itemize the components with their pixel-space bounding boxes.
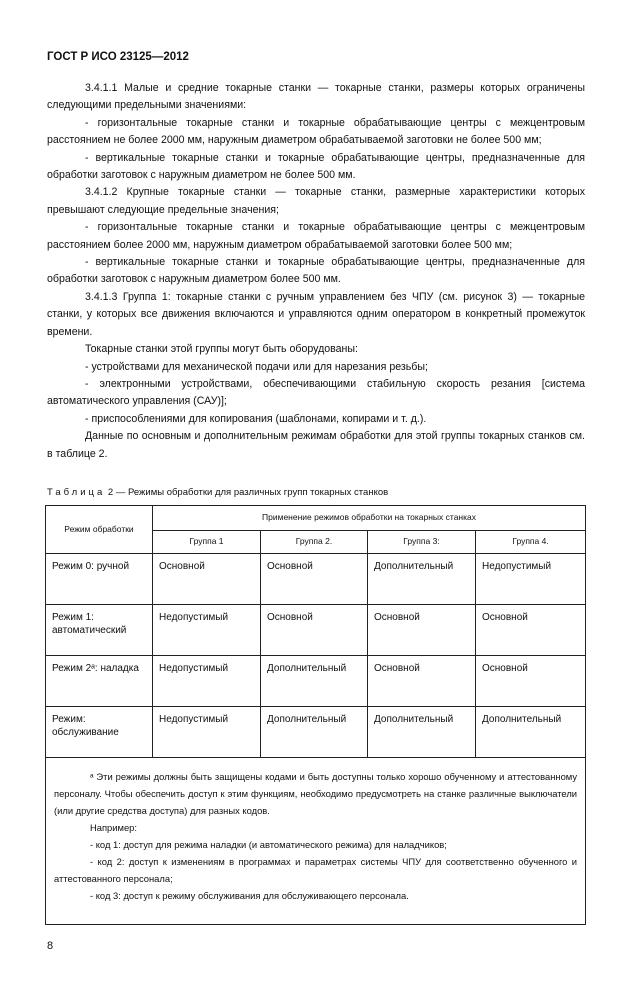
paragraph: - вертикальные токарные станки и токарные обрабатывающие центры, предназначенные для обработки заготовок с наружным диаметром не более 500 мм. [47,151,585,182]
cell: Основной [261,553,368,604]
document-header: ГОСТ Р ИСО 23125—2012 [47,51,189,63]
paragraph: - устройствами для механической подачи или для нарезания резьбы; [85,360,428,373]
cell: Дополнительный [368,553,476,604]
header-mode: Режим обработки [46,505,153,553]
cell: Дополнительный [261,655,368,706]
table-row [46,604,586,655]
body-text [47,80,585,463]
cell: Основной [368,604,476,655]
footnote-line: - код 2: доступ к изменениям в программах и параметрах системы ЧПУ для соответственно обученного и аттестованного персонала; [54,855,578,884]
paragraph: - приспособлениями для копирования (шаблонами, копирами и т. д.). [85,412,427,425]
paragraph: 3.4.1.2 Крупные токарные станки — токарные станки, размерные характеристики которых превышают следующие предельные значения; [47,186,585,216]
table-row [46,553,586,604]
mode-cell: Режим: обслуживание [46,706,153,757]
header-group-4: Группа 4. [476,530,586,553]
footnote-row [46,757,586,924]
paragraph: - вертикальные токарные станки и токарные обрабатывающие центры, предназначенные для обработки заготовок с наружным диаметром более 500 мм. [47,256,585,286]
cell: Недопустимый [153,604,261,655]
cell: Недопустимый [153,706,261,757]
paragraph: - горизонтальные токарные станки и токарные обрабатывающие центры с межцентровым расстоянием не более 2000 мм, наружным диаметром обрабатываемой заготовки не более 500 мм; [47,116,585,147]
table-caption-label: Таблица [47,486,106,498]
paragraph: - горизонтальные токарные станки и токарные обрабатывающие центры с межцентровым расстоянием более 2000 мм, наружным диаметром обрабатываемой заготовки более 500 мм; [47,221,585,251]
paragraph: Данные по основным и дополнительным режимам обработки для этой группы токарных станков см. в таблице 2. [47,430,585,460]
header-application: Применение режимов обработки на токарных станках [153,505,586,530]
cell: Дополнительный [261,706,368,757]
paragraph: 3.4.1.3 Группа 1: токарные станки с ручным управлением без ЧПУ (см. рисунок 3) — токарные станки, у которых все движения включаются и управляются одним оператором в конкретный промежуток времени. [47,290,585,338]
cell: Дополнительный [368,706,476,757]
cell: Основной [368,655,476,706]
table-caption [47,487,585,499]
cell: Основной [261,604,368,655]
footnote-line: - код 1: доступ для режима наладки (и автоматического режима) для наладчиков; [90,838,447,850]
header-group-3: Группа 3: [368,530,476,553]
table-caption-text: 2 — Режимы обработки для различных групп токарных станков [107,486,389,498]
footnote-line: Например: [90,821,137,833]
header-group-2: Группа 2. [261,530,368,553]
paragraph: Токарные станки этой группы могут быть оборудованы: [85,343,358,356]
mode-cell: Режим 0: ручной [46,553,153,604]
cell: Недопустимый [476,553,586,604]
footnote-line: - код 3: доступ к режиму обслуживания для обслуживающего персонала. [90,889,409,901]
paragraph: 3.4.1.1 Малые и средние токарные станки — токарные станки, размеры которых ограничены следующими предельными значениями: [47,82,585,112]
mode-cell: Режим 1: автоматический [46,604,153,655]
cell: Недопустимый [153,655,261,706]
header-group-1: Группа 1 [153,530,261,553]
mode-cell: Режим 2ᵃ: наладка [46,655,153,706]
cell: Основной [476,604,586,655]
cell: Основной [476,655,586,706]
paragraph: - электронными устройствами, обеспечивающими стабильную скорость резания [система автоматического управления (САУ)]; [47,377,585,408]
modes-table [45,505,586,925]
cell: Основной [153,553,261,604]
table-row [46,655,586,706]
table-footnote [46,757,586,924]
cell: Дополнительный [476,706,586,757]
table-row [46,706,586,757]
footnote-line: ᵃ Эти режимы должны быть защищены кодами и быть доступны только хорошо обученному и аттестованному персоналу. Чтобы обеспечить доступ к этим функциям, необходимо предусмотреть на станке различные выключатели (или другие средства доступа) для разных кодов. [54,770,578,816]
page-number: 8 [47,939,54,952]
